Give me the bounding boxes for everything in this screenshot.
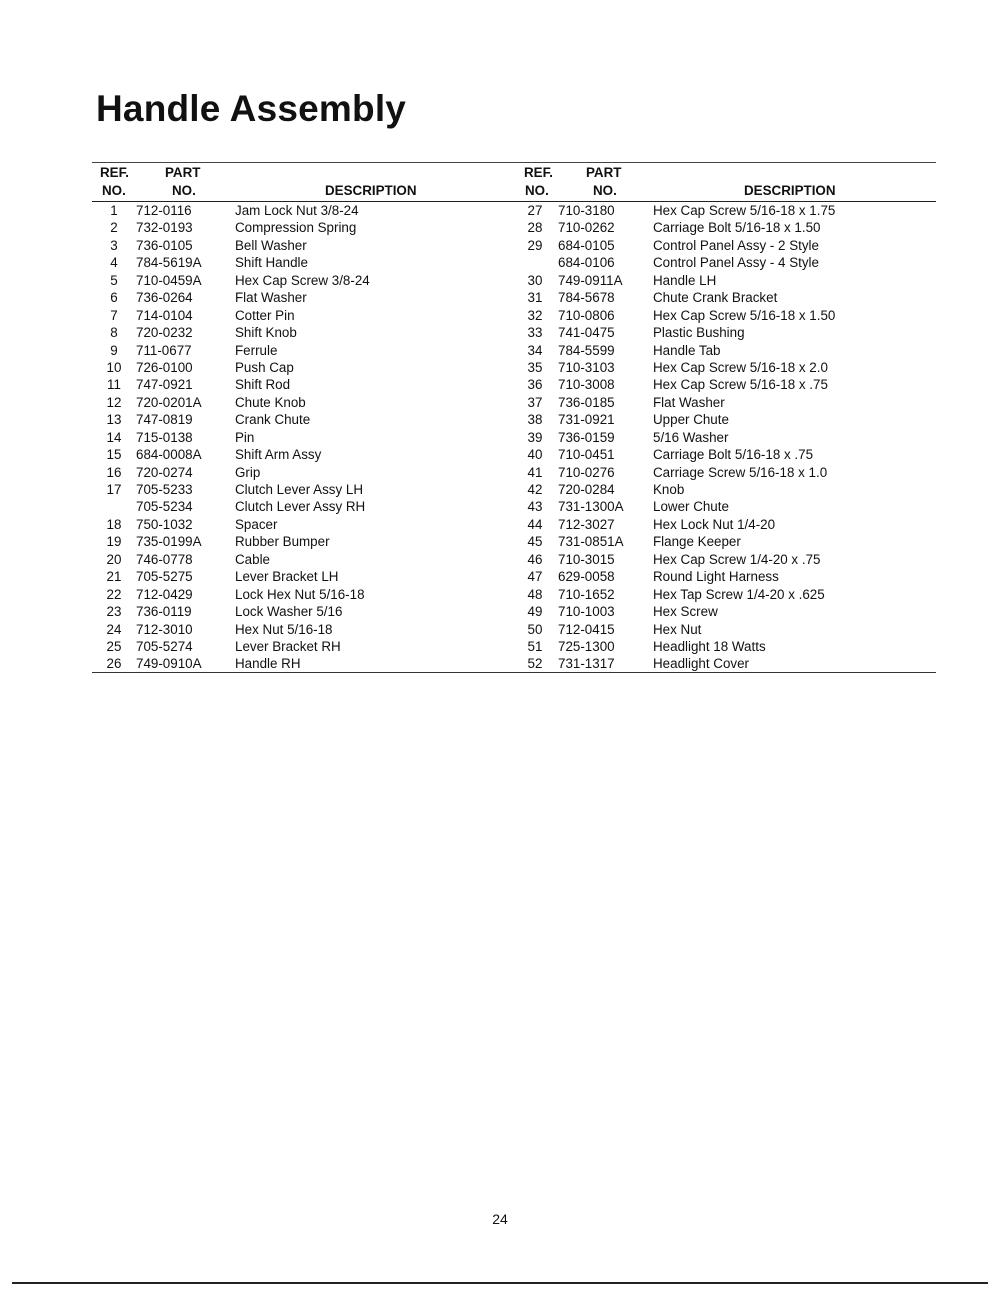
description-cell: Carriage Bolt 5/16-18 x 1.50 <box>653 220 821 236</box>
table-row <box>514 237 936 254</box>
part-number-cell: 720-0201A <box>136 394 202 410</box>
description-cell: Compression Spring <box>235 220 357 236</box>
table-row <box>92 411 520 428</box>
description-cell: Control Panel Assy - 4 Style <box>653 255 819 271</box>
part-number-cell: 711-0677 <box>136 342 192 358</box>
ref-cell: 28 <box>527 220 543 236</box>
table-row <box>514 289 936 306</box>
part-number-cell: 710-1652 <box>558 586 615 602</box>
description-cell: Hex Cap Screw 5/16-18 x 1.50 <box>653 307 836 323</box>
ref-cell: 33 <box>527 325 543 341</box>
part-number-cell: 712-3027 <box>558 516 615 532</box>
description-cell: 5/16 Washer <box>653 429 729 445</box>
table-row <box>92 219 520 236</box>
description-cell: Upper Chute <box>653 412 729 428</box>
table-row <box>92 359 520 376</box>
part-number-cell: 710-3103 <box>558 359 615 375</box>
part-number-cell: 705-5274 <box>136 638 193 654</box>
part-number-cell: 710-0806 <box>558 307 615 323</box>
ref-cell: 23 <box>106 604 122 620</box>
description-cell: Headlight 18 Watts <box>653 638 766 654</box>
table-row <box>514 551 936 568</box>
ref-cell: 29 <box>527 237 543 253</box>
part-number-cell: 712-3010 <box>136 621 193 637</box>
description-cell: Handle LH <box>653 272 717 288</box>
ref-cell: 15 <box>106 447 122 463</box>
part-number-cell: 710-1003 <box>558 604 615 620</box>
ref-cell: 32 <box>527 307 543 323</box>
table-row <box>514 307 936 324</box>
description-cell: Clutch Lever Assy RH <box>235 499 366 515</box>
description-cell: Hex Cap Screw 3/8-24 <box>235 272 370 288</box>
part-number-cell: 705-5275 <box>136 569 193 585</box>
description-cell: Lever Bracket RH <box>235 638 341 654</box>
description-cell: Carriage Bolt 5/16-18 x .75 <box>653 447 814 463</box>
description-cell: Hex Screw <box>653 604 718 620</box>
table-body <box>514 202 936 673</box>
description-cell: Shift Knob <box>235 325 297 341</box>
ref-cell: 22 <box>106 586 122 602</box>
ref-cell: 7 <box>110 307 118 323</box>
table-row <box>514 638 936 655</box>
table-row <box>514 411 936 428</box>
table-row <box>92 394 520 411</box>
table-row <box>92 551 520 568</box>
ref-cell: 35 <box>527 359 543 375</box>
table-row <box>92 603 520 620</box>
table-bottom-rule <box>92 672 936 673</box>
part-number-cell: 720-0232 <box>136 325 193 341</box>
part-number-cell: 749-0910A <box>136 656 202 672</box>
part-number-cell: 712-0415 <box>558 621 615 637</box>
table-row <box>514 394 936 411</box>
ref-cell: 5 <box>110 272 118 288</box>
ref-cell: 2 <box>110 220 118 236</box>
description-header: DESCRIPTION <box>744 183 836 198</box>
ref-cell: 52 <box>527 656 543 672</box>
parts-table-left <box>92 162 520 673</box>
table-row <box>514 202 936 219</box>
ref-cell: 31 <box>527 290 543 306</box>
ref-cell: 10 <box>106 359 122 375</box>
page-title: Handle Assembly <box>96 88 407 129</box>
table-row <box>514 359 936 376</box>
table-row <box>514 621 936 638</box>
ref-cell: 25 <box>106 638 122 654</box>
ref-cell: 9 <box>110 342 118 358</box>
description-cell: Jam Lock Nut 3/8-24 <box>235 203 359 218</box>
description-cell: Hex Cap Screw 1/4-20 x .75 <box>653 551 821 567</box>
footer-rule <box>12 1282 988 1284</box>
table-row <box>92 586 520 603</box>
part-number-cell: 710-0451 <box>558 447 615 463</box>
part-number-cell: 725-1300 <box>558 638 615 654</box>
description-cell: Lower Chute <box>653 499 729 515</box>
ref-cell: 3 <box>110 237 118 253</box>
description-cell: Clutch Lever Assy LH <box>235 482 364 497</box>
ref-cell: 47 <box>527 569 543 585</box>
table-row <box>92 516 520 533</box>
part-number-cell: 720-0284 <box>558 482 615 497</box>
description-cell: Shift Handle <box>235 255 308 271</box>
part-number-cell: 747-0819 <box>136 412 193 428</box>
table-row <box>92 376 520 393</box>
ref-cell: 14 <box>106 429 122 445</box>
table-row <box>514 655 936 672</box>
description-cell: Headlight Cover <box>653 656 750 672</box>
part-number-cell: 749-0911A <box>558 272 623 288</box>
part-number-cell: 684-0106 <box>558 255 615 271</box>
table-row <box>92 254 520 271</box>
ref-header-no: NO. <box>102 183 126 198</box>
table-row <box>514 568 936 585</box>
part-number-cell: 710-3180 <box>558 203 615 218</box>
ref-cell: 44 <box>527 516 543 532</box>
ref-cell: 46 <box>527 551 543 567</box>
description-cell: Knob <box>653 482 685 497</box>
description-cell: Cable <box>235 551 270 567</box>
part-number-cell: 732-0193 <box>136 220 193 236</box>
table-row <box>92 481 520 498</box>
table-row <box>92 621 520 638</box>
table-row <box>514 324 936 341</box>
ref-cell: 17 <box>106 482 122 497</box>
table-header <box>92 162 520 202</box>
part-number-cell: 741-0475 <box>558 325 615 341</box>
description-cell: Hex Cap Screw 5/16-18 x 1.75 <box>653 203 836 218</box>
description-cell: Hex Cap Screw 5/16-18 x 2.0 <box>653 359 828 375</box>
description-cell: Round Light Harness <box>653 569 779 585</box>
table-row <box>92 638 520 655</box>
description-cell: Lock Washer 5/16 <box>235 604 343 620</box>
table-row <box>92 202 520 219</box>
ref-header: REF. <box>100 165 130 180</box>
ref-cell: 16 <box>106 464 122 480</box>
part-number-cell: 784-5678 <box>558 290 615 306</box>
ref-cell: 45 <box>527 534 543 550</box>
table-row <box>514 481 936 498</box>
description-cell: Hex Cap Screw 5/16-18 x .75 <box>653 377 828 393</box>
part-number-cell: 710-3015 <box>558 551 615 567</box>
table-row <box>514 533 936 550</box>
part-header: PART <box>165 165 201 180</box>
description-cell: Lock Hex Nut 5/16-18 <box>235 586 365 602</box>
ref-cell: 34 <box>527 342 543 358</box>
ref-cell: 50 <box>527 621 543 637</box>
description-cell: Pin <box>235 429 255 445</box>
part-number-cell: 747-0921 <box>136 377 193 393</box>
table-row <box>92 446 520 463</box>
ref-cell: 43 <box>527 499 543 515</box>
description-cell: Flat Washer <box>235 290 307 306</box>
description-cell: Handle RH <box>235 656 301 672</box>
ref-cell: 13 <box>106 412 122 428</box>
description-cell: Hex Nut 5/16-18 <box>235 621 333 637</box>
ref-cell: 20 <box>106 551 122 567</box>
description-header: DESCRIPTION <box>325 183 417 198</box>
ref-cell: 4 <box>110 255 118 271</box>
ref-cell: 51 <box>527 638 543 654</box>
table-row <box>92 289 520 306</box>
table-row <box>92 324 520 341</box>
part-number-cell: 710-3008 <box>558 377 615 393</box>
ref-cell: 1 <box>110 203 118 218</box>
description-cell: Ferrule <box>235 342 278 358</box>
ref-cell: 12 <box>106 394 122 410</box>
parts-table-right <box>514 162 936 673</box>
description-cell: Chute Crank Bracket <box>653 290 778 306</box>
ref-cell: 19 <box>106 534 122 550</box>
part-number-cell: 736-0264 <box>136 290 193 306</box>
ref-cell: 40 <box>527 447 543 463</box>
part-number-cell: 705-5233 <box>136 482 193 497</box>
ref-cell: 27 <box>527 203 543 218</box>
description-cell: Lever Bracket LH <box>235 569 339 585</box>
part-number-cell: 712-0429 <box>136 586 193 602</box>
ref-cell: 21 <box>106 569 122 585</box>
ref-cell: 48 <box>527 586 543 602</box>
description-cell: Flange Keeper <box>653 534 741 550</box>
description-cell: Control Panel Assy - 2 Style <box>653 237 819 253</box>
part-number-cell: 714-0104 <box>136 307 193 323</box>
part-number-cell: 736-0159 <box>558 429 615 445</box>
description-cell: Handle Tab <box>653 342 721 358</box>
description-cell: Shift Rod <box>235 377 291 393</box>
ref-cell: 30 <box>527 272 543 288</box>
part-number-cell: 784-5619A <box>136 255 202 271</box>
part-header: PART <box>586 165 622 180</box>
part-number-cell: 705-5234 <box>136 499 193 515</box>
ref-cell: 6 <box>110 290 118 306</box>
part-number-cell: 710-0459A <box>136 272 202 288</box>
table-row <box>514 254 936 271</box>
table-row <box>514 376 936 393</box>
description-cell: Hex Tap Screw 1/4-20 x .625 <box>653 586 825 602</box>
part-header-no: NO. <box>172 183 196 198</box>
ref-header: REF. <box>524 165 554 180</box>
part-number-cell: 736-0119 <box>136 604 192 620</box>
table-row <box>92 464 520 481</box>
ref-cell: 42 <box>527 482 543 497</box>
description-cell: Hex Lock Nut 1/4-20 <box>653 516 776 532</box>
part-number-cell: 712-0116 <box>136 203 192 218</box>
ref-cell: 36 <box>527 377 543 393</box>
ref-cell: 18 <box>106 516 122 532</box>
table-row <box>92 655 520 672</box>
table-row <box>92 498 520 515</box>
table-row <box>514 429 936 446</box>
description-cell: Push Cap <box>235 359 294 375</box>
table-row <box>92 429 520 446</box>
ref-cell: 49 <box>527 604 543 620</box>
part-number-cell: 720-0274 <box>136 464 193 480</box>
table-row <box>514 498 936 515</box>
part-number-cell: 684-0008A <box>136 447 202 463</box>
part-number-cell: 710-0262 <box>558 220 615 236</box>
part-number-cell: 736-0185 <box>558 394 615 410</box>
table-row <box>92 307 520 324</box>
description-cell: Grip <box>235 464 261 480</box>
table-row <box>514 342 936 359</box>
ref-cell: 24 <box>106 621 122 637</box>
part-header-no: NO. <box>593 183 617 198</box>
table-row <box>92 568 520 585</box>
description-cell: Rubber Bumper <box>235 534 330 550</box>
ref-cell: 37 <box>527 394 543 410</box>
description-cell: Chute Knob <box>235 394 306 410</box>
part-number-cell: 726-0100 <box>136 359 193 375</box>
part-number-cell: 710-0276 <box>558 464 615 480</box>
table-row <box>92 237 520 254</box>
table-row <box>514 219 936 236</box>
description-cell: Crank Chute <box>235 412 311 428</box>
part-number-cell: 731-1300A <box>558 499 624 515</box>
description-cell: Plastic Bushing <box>653 325 745 341</box>
table-row <box>514 603 936 620</box>
description-cell: Spacer <box>235 516 278 532</box>
part-number-cell: 746-0778 <box>136 551 193 567</box>
part-number-cell: 736-0105 <box>136 237 193 253</box>
table-row <box>92 533 520 550</box>
description-cell: Flat Washer <box>653 394 725 410</box>
ref-cell: 8 <box>110 325 118 341</box>
part-number-cell: 735-0199A <box>136 534 202 550</box>
table-row <box>514 586 936 603</box>
part-number-cell: 715-0138 <box>136 429 193 445</box>
ref-cell: 11 <box>107 377 121 393</box>
table-row <box>514 446 936 463</box>
table-row <box>514 272 936 289</box>
part-number-cell: 731-0921 <box>558 412 615 428</box>
table-row <box>514 464 936 481</box>
part-number-cell: 750-1032 <box>136 516 193 532</box>
ref-cell: 26 <box>106 656 122 672</box>
table-body <box>92 202 520 673</box>
part-number-cell: 629-0058 <box>558 569 615 585</box>
description-cell: Carriage Screw 5/16-18 x 1.0 <box>653 464 828 480</box>
description-cell: Bell Washer <box>235 237 307 253</box>
part-number-cell: 731-1317 <box>558 656 615 672</box>
ref-header-no: NO. <box>525 183 549 198</box>
table-row <box>92 342 520 359</box>
page-number: 24 <box>492 1211 508 1227</box>
ref-cell: 39 <box>527 429 543 445</box>
part-number-cell: 784-5599 <box>558 342 615 358</box>
description-cell: Shift Arm Assy <box>235 447 322 463</box>
table-row <box>92 272 520 289</box>
part-number-cell: 731-0851A <box>558 534 624 550</box>
part-number-cell: 684-0105 <box>558 237 615 253</box>
table-row <box>514 516 936 533</box>
ref-cell: 38 <box>527 412 543 428</box>
ref-cell: 41 <box>527 464 543 480</box>
description-cell: Cotter Pin <box>235 307 295 323</box>
description-cell: Hex Nut <box>653 621 702 637</box>
table-header <box>514 162 936 202</box>
